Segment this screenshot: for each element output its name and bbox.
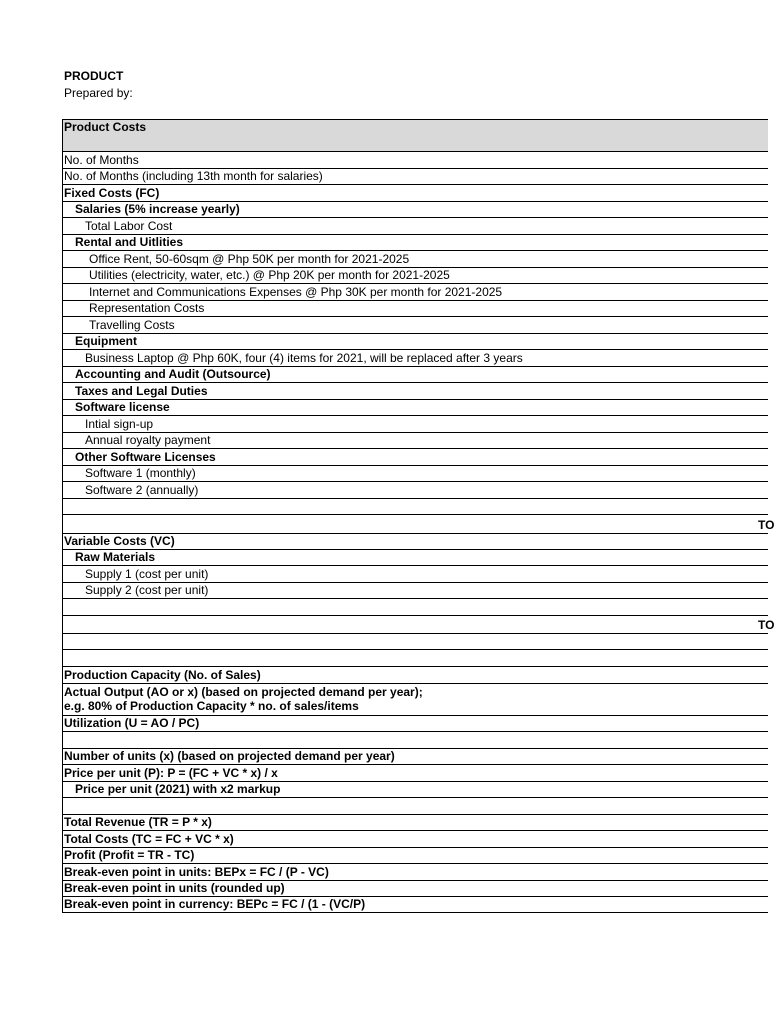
product-costs-sheet	[62, 119, 774, 913]
row-label: Software 2 (annually)	[85, 483, 199, 497]
table-row-empty	[62, 798, 768, 815]
row-label: Rental and Uitlities	[75, 235, 184, 249]
table-row-bep-currency	[62, 897, 768, 913]
row-label	[64, 685, 423, 713]
row-label: Annual royalty payment	[85, 433, 211, 447]
table-row-price-markup	[62, 782, 768, 798]
row-label: Production Capacity (No. of Sales)	[64, 668, 261, 682]
table-row-production-capacity	[62, 667, 768, 684]
row-label: Break-even point in units: BEPx = FC / (P - VC)	[64, 865, 329, 879]
table-row-supply-2	[62, 583, 768, 599]
table-row-empty	[62, 499, 768, 515]
table-row-fixed-costs	[62, 185, 768, 202]
table-row-fixed-total	[62, 515, 774, 534]
row-label: Variable Costs (VC)	[64, 534, 175, 548]
row-label: Software 1 (monthly)	[85, 466, 196, 480]
table-row-total-labor-cost	[62, 218, 768, 235]
row-label: Representation Costs	[89, 301, 205, 315]
row-label: Raw Materials	[75, 550, 156, 564]
table-row-months-13th	[62, 169, 768, 185]
table-row-business-laptop	[62, 350, 768, 367]
row-label: Other Software Licenses	[75, 450, 216, 464]
table-row-empty	[62, 732, 768, 749]
row-label: Price per unit (P): P = (FC + VC * x) / x	[64, 766, 278, 780]
row-label: Intial sign-up	[85, 417, 154, 431]
table-row-bep-units-rounded	[62, 881, 768, 897]
table-row-empty	[62, 599, 768, 616]
row-label: Profit (Profit = TR - TC)	[64, 848, 195, 862]
row-label: Travelling Costs	[89, 318, 175, 332]
table-row-variable-costs	[62, 534, 768, 550]
table-row-supply-1	[62, 566, 768, 583]
row-label: Total Labor Cost	[85, 219, 173, 233]
table-row-taxes	[62, 383, 768, 400]
table-row-profit	[62, 848, 768, 864]
table-row-utilities	[62, 268, 768, 284]
row-label-line-1: Actual Output (AO or x) (based on projected demand per year);	[64, 685, 423, 699]
table-row-raw-materials	[62, 550, 768, 566]
row-label: Utilities (electricity, water, etc.) @ Php 20K per month for 2021-2025	[89, 268, 450, 282]
table-row-equipment	[62, 334, 768, 350]
row-label: Break-even point in units (rounded up)	[64, 881, 285, 895]
table-row-travelling	[62, 317, 768, 334]
table-row-software-2	[62, 482, 768, 499]
table-row-utilization	[62, 716, 768, 732]
row-label: Office Rent, 50-60sqm @ Php 50K per month for 2021-2025	[89, 252, 410, 266]
section-header-product-costs	[62, 119, 768, 152]
row-label: Utilization (U = AO / PC)	[64, 716, 200, 730]
table-row-internet	[62, 284, 768, 301]
table-row-salaries	[62, 202, 768, 218]
row-label: Fixed Costs (FC)	[64, 186, 160, 200]
row-label: Taxes and Legal Duties	[75, 384, 208, 398]
table-row-bep-units	[62, 864, 768, 881]
row-label: Total Costs (TC = FC + VC * x)	[64, 832, 234, 846]
row-label: Supply 2 (cost per unit)	[85, 583, 209, 597]
table-row-annual-royalty	[62, 433, 768, 449]
prepared-by-label: Prepared by:	[64, 86, 133, 100]
table-row-empty	[62, 650, 768, 667]
row-label: Software license	[75, 400, 170, 414]
table-row-office-rent	[62, 251, 768, 268]
row-label: Equipment	[75, 334, 137, 348]
table-row-representation	[62, 301, 768, 317]
table-row-total-costs	[62, 831, 768, 848]
document-title: PRODUCT	[64, 69, 124, 83]
table-row-software-license	[62, 400, 768, 416]
row-label: Break-even point in currency: BEPc = FC / (1 - (VC/P)	[64, 897, 366, 911]
row-label-line-2: e.g. 80% of Production Capacity * no. of sales/items	[64, 699, 359, 713]
row-label: Salaries (5% increase yearly)	[75, 202, 240, 216]
row-label: Number of units (x) (based on projected demand per year)	[64, 749, 395, 763]
row-label: No. of Months (including 13th month for salaries)	[64, 169, 323, 183]
row-label: Business Laptop @ Php 60K, four (4) items for 2021, will be replaced after 3 years	[85, 351, 523, 365]
row-label: Internet and Communications Expenses @ Php 30K per month for 2021-2025	[89, 285, 503, 299]
row-label: Total Revenue (TR = P * x)	[64, 815, 212, 829]
table-row-empty	[62, 634, 768, 650]
table-row-rental-utilities	[62, 235, 768, 251]
table-row-total-revenue	[62, 815, 768, 831]
table-row-accounting	[62, 367, 768, 383]
table-row-variable-total	[62, 616, 774, 634]
table-row-initial-signup	[62, 416, 768, 433]
row-label: No. of Months	[64, 153, 139, 167]
table-row-months	[62, 152, 768, 169]
row-label: Price per unit (2021) with x2 markup	[75, 782, 281, 796]
total-label-truncated: TO	[758, 618, 774, 632]
table-row-price-per-unit	[62, 765, 768, 782]
table-row-number-of-units	[62, 749, 768, 765]
table-row-software-1	[62, 466, 768, 482]
table-row-actual-output	[62, 684, 768, 716]
row-label: Accounting and Audit (Outsource)	[75, 367, 271, 381]
section-header-label: Product Costs	[64, 120, 147, 134]
row-label: Supply 1 (cost per unit)	[85, 567, 209, 581]
table-row-other-software	[62, 449, 768, 466]
total-label-truncated: TO	[758, 518, 774, 532]
